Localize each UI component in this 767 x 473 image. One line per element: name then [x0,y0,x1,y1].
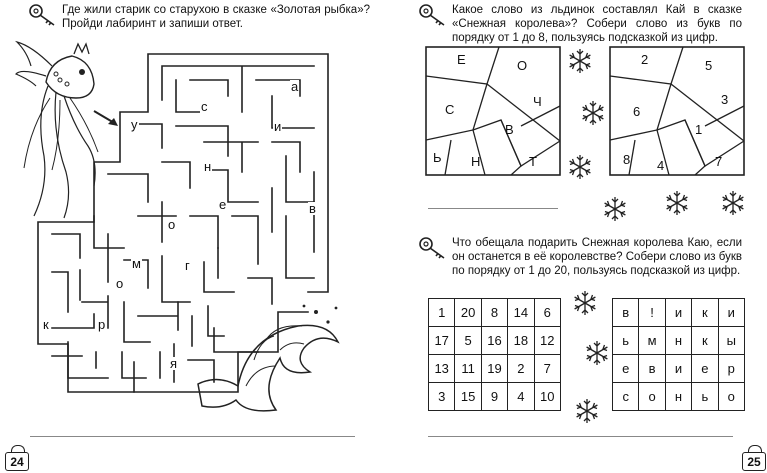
letter-grid-cell: р [718,354,745,383]
number-grid-cell: 16 [481,326,508,355]
ice-letter: В [505,122,514,137]
snowflake-icon [580,100,606,131]
maze-letter-v: в [309,201,316,216]
ice-question: Какое слово из льдинок составлял Кай в сказке «Снежная королева»? Собери слово из букв по порядку от 1 до 8, пользуясь подсказкой из цифр. [452,4,742,44]
letter-grid-cell: к [691,298,718,327]
letter-grid-cell: ь [612,326,639,355]
maze-letter-m: м [132,256,141,271]
letter-grid-cell: и [718,298,745,327]
ice-number: 3 [721,92,729,107]
maze-letter-n: н [204,159,212,174]
letter-grid-cell: в [612,298,639,327]
number-grid-cell: 10 [534,382,561,411]
number-grid [428,298,560,410]
letter-grid-cell: е [691,354,718,383]
letter-grid-cell: ! [638,298,665,327]
ice-letter: О [517,58,528,73]
maze-letter-i: и [274,119,282,134]
ice-letter: Ь [433,150,442,165]
snowflake-icon [567,48,593,79]
ice-number: 7 [715,154,723,169]
maze-letter-g: г [185,258,190,273]
maze-letter-s: с [201,99,208,114]
ice-letter: Т [529,154,537,169]
number-grid-cell: 13 [428,354,455,383]
number-grid-cell: 5 [454,326,481,355]
maze-letter-o2: о [116,276,124,291]
number-grid-cell: 11 [454,354,481,383]
left-page-line [30,436,355,437]
ice-numbers-puzzle [609,46,745,181]
number-grid-cell: 4 [507,382,534,411]
letter-grid-cell: е [612,354,639,383]
ice-letter: Е [457,52,466,67]
snowflake-icon [572,290,598,321]
letter-grid-cell: с [612,382,639,411]
page-number-left: 24 [5,452,29,471]
snowflake-icon [567,154,593,185]
maze-letter-u: у [131,117,138,132]
number-grid-cell: 17 [428,326,455,355]
maze-letter-e: е [219,197,227,212]
snowflake-icon [720,190,746,221]
number-grid-cell: 1 [428,298,455,327]
page-number-right: 25 [742,452,766,471]
snowflake-icon [574,398,600,429]
snowflake-icon [584,340,610,371]
number-grid-cell: 7 [534,354,561,383]
letter-grid-cell: о [718,382,745,411]
letter-grid-cell: к [691,326,718,355]
maze-letter-o: о [168,217,176,232]
ice-number: 5 [705,58,713,73]
number-grid-cell: 15 [454,382,481,411]
number-grid-cell: 18 [507,326,534,355]
maze-letter-a: а [291,79,299,94]
ice-number: 6 [633,104,641,119]
right-page-line [428,436,733,437]
key-icon [418,3,448,29]
letter-grid-cell: и [665,298,692,327]
maze-letter-ya: я [170,356,178,371]
key-icon [418,236,448,262]
letter-grid-cell: н [665,382,692,411]
letter-grid-cell: н [665,326,692,355]
number-grid-cell: 6 [534,298,561,327]
key-icon [28,3,58,29]
maze-letter-k: к [43,317,49,332]
number-grid-cell: 9 [481,382,508,411]
letter-grid-cell: в [638,354,665,383]
gift-question: Что обещала подарить Снежная королева Каю, если он останется в её королевстве? Собери слово из букв по порядку от 1 до 20, пользуясь подсказкой из цифр. [452,237,742,277]
number-grid-cell: 12 [534,326,561,355]
ice-letter: С [445,102,455,117]
number-grid-cell: 2 [507,354,534,383]
number-grid-cell: 8 [481,298,508,327]
wave-illustration [196,300,346,425]
ice-number: 1 [695,122,703,137]
maze-question: Где жили старик со старухою в сказке «Золотая рыбка»? Пройди лабиринт и запиши ответ. [62,4,370,30]
letter-grid-cell: и [665,354,692,383]
letter-grid-cell: о [638,382,665,411]
ice-letter: Ч [533,94,542,109]
number-grid-cell: 3 [428,382,455,411]
number-grid-cell: 20 [454,298,481,327]
ice-number: 4 [657,158,665,173]
letter-grid-cell: ы [718,326,745,355]
ice-number: 2 [641,52,649,67]
letter-grid [612,298,744,410]
snowflake-icon [664,190,690,221]
letter-grid-cell: м [638,326,665,355]
ice-letter: Н [471,154,481,169]
ice-number: 8 [623,152,631,167]
snowflake-icon [602,196,628,227]
maze-letter-r: р [98,317,106,332]
number-grid-cell: 14 [507,298,534,327]
answer-line-1 [428,208,558,209]
letter-grid-cell: ь [691,382,718,411]
ice-letters-puzzle [425,46,561,181]
number-grid-cell: 19 [481,354,508,383]
